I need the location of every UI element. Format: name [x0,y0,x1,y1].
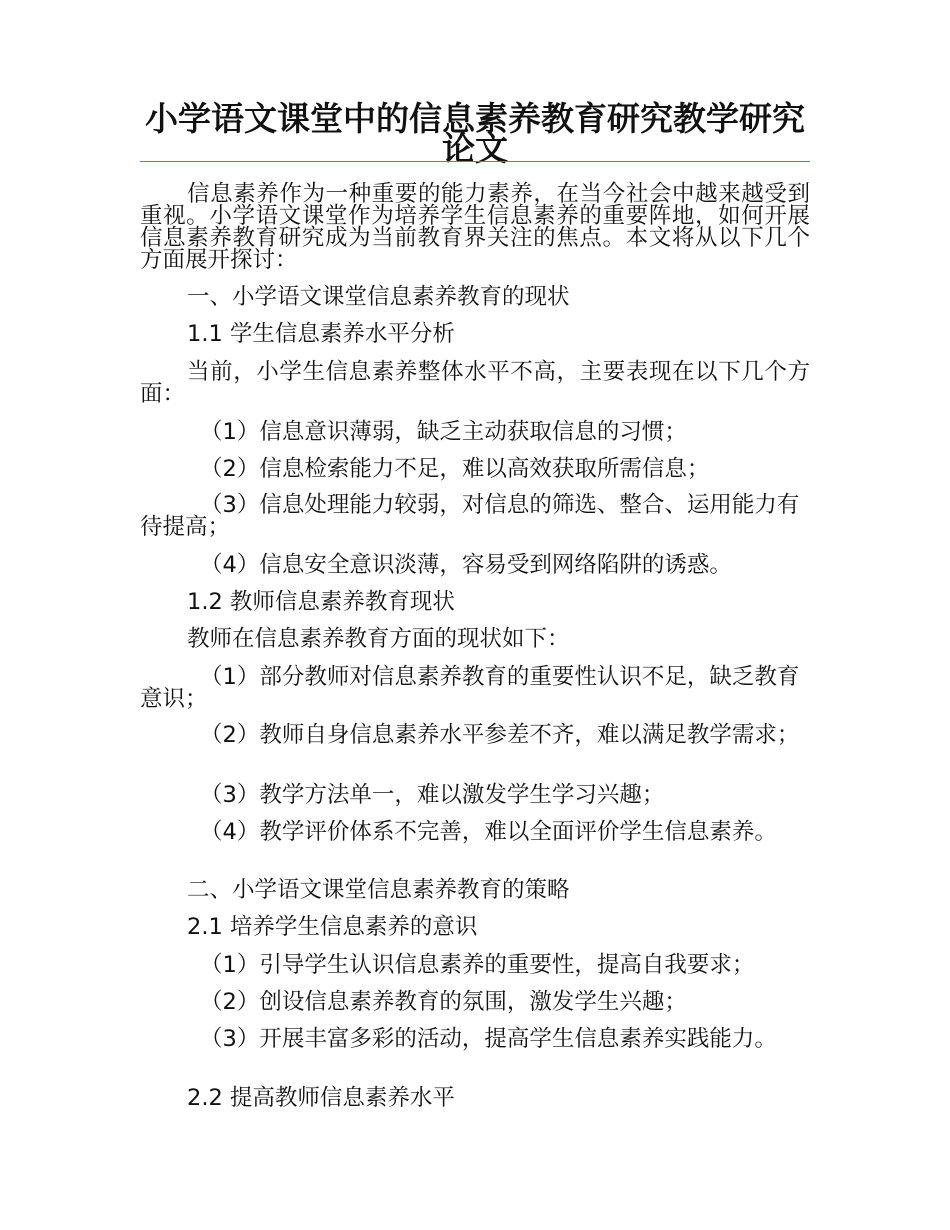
list-item-1-2-1: （1）部分教师对信息素养教育的重要性认识不足，缺乏教育意识； [140,664,800,712]
subsection-heading-1-2: 1.2 教师信息素养教育现状 [187,589,455,615]
list-item-1-1-2: （2）信息检索能力不足，难以高效获取所需信息； [200,456,710,482]
subsection-heading-2-2: 2.2 提高教师信息素养水平 [187,1085,455,1111]
document-title: 小学语文课堂中的信息素养教育研究教学研究论文 [145,99,805,168]
list-item-2-1-2: （2）创设信息素养教育的氛围，激发学生兴趣； [200,989,687,1015]
title-underline [140,161,810,162]
paragraph-1-1-lead: 当前，小学生信息素养整体水平不高，主要表现在以下几个方面： [140,359,810,407]
intro-paragraph: 信息素养作为一种重要的能力素养，在当今社会中越来越受到重视。小学语文课堂作为培养学生信息素养的重要阵地，如何开展信息素养教育研究成为当前教育界关注的焦点。本文将从以下几个方面展开探讨： [140,181,810,273]
list-item-1-2-4: （4）教学评价体系不完善，难以全面评价学生信息素养。 [200,819,777,845]
list-item-1-2-3: （3）教学方法单一，难以激发学生学习兴趣； [200,782,665,808]
list-item-2-1-3: （3）开展丰富多彩的活动，提高学生信息素养实践能力。 [200,1026,777,1052]
paragraph-1-2-lead: 教师在信息素养教育方面的现状如下： [187,626,570,652]
list-item-1-1-3: （3）信息处理能力较弱，对信息的筛选、整合、运用能力有待提高； [140,492,800,540]
list-item-1-2-2: （2）教师自身信息素养水平参差不齐，难以满足教学需求； [200,722,800,748]
subsection-heading-1-1: 1.1 学生信息素养水平分析 [187,321,455,347]
section-heading-1: 一、小学语文课堂信息素养教育的现状 [187,284,570,310]
list-item-1-1-1: （1）信息意识薄弱，缺乏主动获取信息的习惯； [200,419,687,445]
list-item-2-1-1: （1）引导学生认识信息素养的重要性，提高自我要求； [200,952,755,978]
list-item-1-1-4: （4）信息安全意识淡薄，容易受到网络陷阱的诱惑。 [200,552,732,578]
subsection-heading-2-1: 2.1 培养学生信息素养的意识 [187,914,478,940]
section-heading-2: 二、小学语文课堂信息素养教育的策略 [187,877,570,903]
